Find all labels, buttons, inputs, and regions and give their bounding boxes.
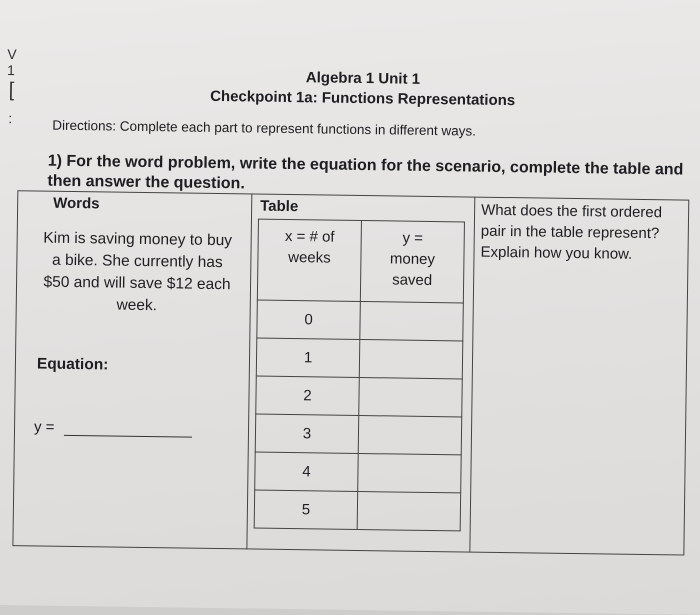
words-header: Words	[53, 194, 100, 213]
directions-text: Directions: Complete each part to represent functions in different ways.	[52, 117, 477, 139]
table-header-row	[257, 219, 464, 303]
equation-prefix: y =	[33, 418, 55, 436]
table-row	[255, 414, 462, 455]
table-row	[254, 490, 461, 531]
y-value-cell[interactable]	[357, 491, 461, 530]
margin-mark: 1	[6, 62, 15, 79]
y-value-cell[interactable]	[360, 302, 464, 341]
margin-mark: :	[8, 110, 13, 127]
y-column-header: y = money saved	[360, 221, 464, 303]
table-row	[256, 338, 463, 379]
y-value-cell[interactable]	[358, 453, 462, 492]
checkpoint-title: Checkpoint 1a: Functions Representations	[210, 87, 516, 110]
course-title: Algebra 1 Unit 1	[305, 69, 421, 88]
margin-mark: [	[8, 79, 15, 102]
function-table	[254, 219, 465, 532]
x-value-cell: 4	[255, 452, 359, 491]
table-row	[257, 300, 464, 341]
x-value-cell: 1	[256, 338, 360, 377]
x-column-header: x = # of weeks	[257, 219, 361, 301]
x-value-cell: 5	[254, 490, 358, 529]
y-value-cell[interactable]	[359, 377, 463, 416]
x-value-cell: 0	[257, 300, 361, 339]
x-value-cell: 3	[255, 414, 359, 453]
word-problem-text: Kim is saving money to buy a bike. She currently has $50 and will save $12 each week.	[43, 229, 233, 315]
x-value-cell: 2	[256, 376, 360, 415]
equation-label: Equation:	[36, 355, 109, 374]
question-1-prompt: 1) For the word problem, write the equation for the scenario, complete the table and then answer the question.	[47, 152, 684, 193]
table-row	[256, 376, 463, 417]
y-value-cell[interactable]	[359, 340, 463, 379]
table-row	[255, 452, 462, 493]
margin-mark: V	[7, 46, 17, 63]
table-header: Table	[260, 197, 299, 216]
y-value-cell[interactable]	[358, 415, 462, 454]
ordered-pair-question: What does the first ordered pair in the table represent? Explain how you know.	[480, 201, 663, 263]
